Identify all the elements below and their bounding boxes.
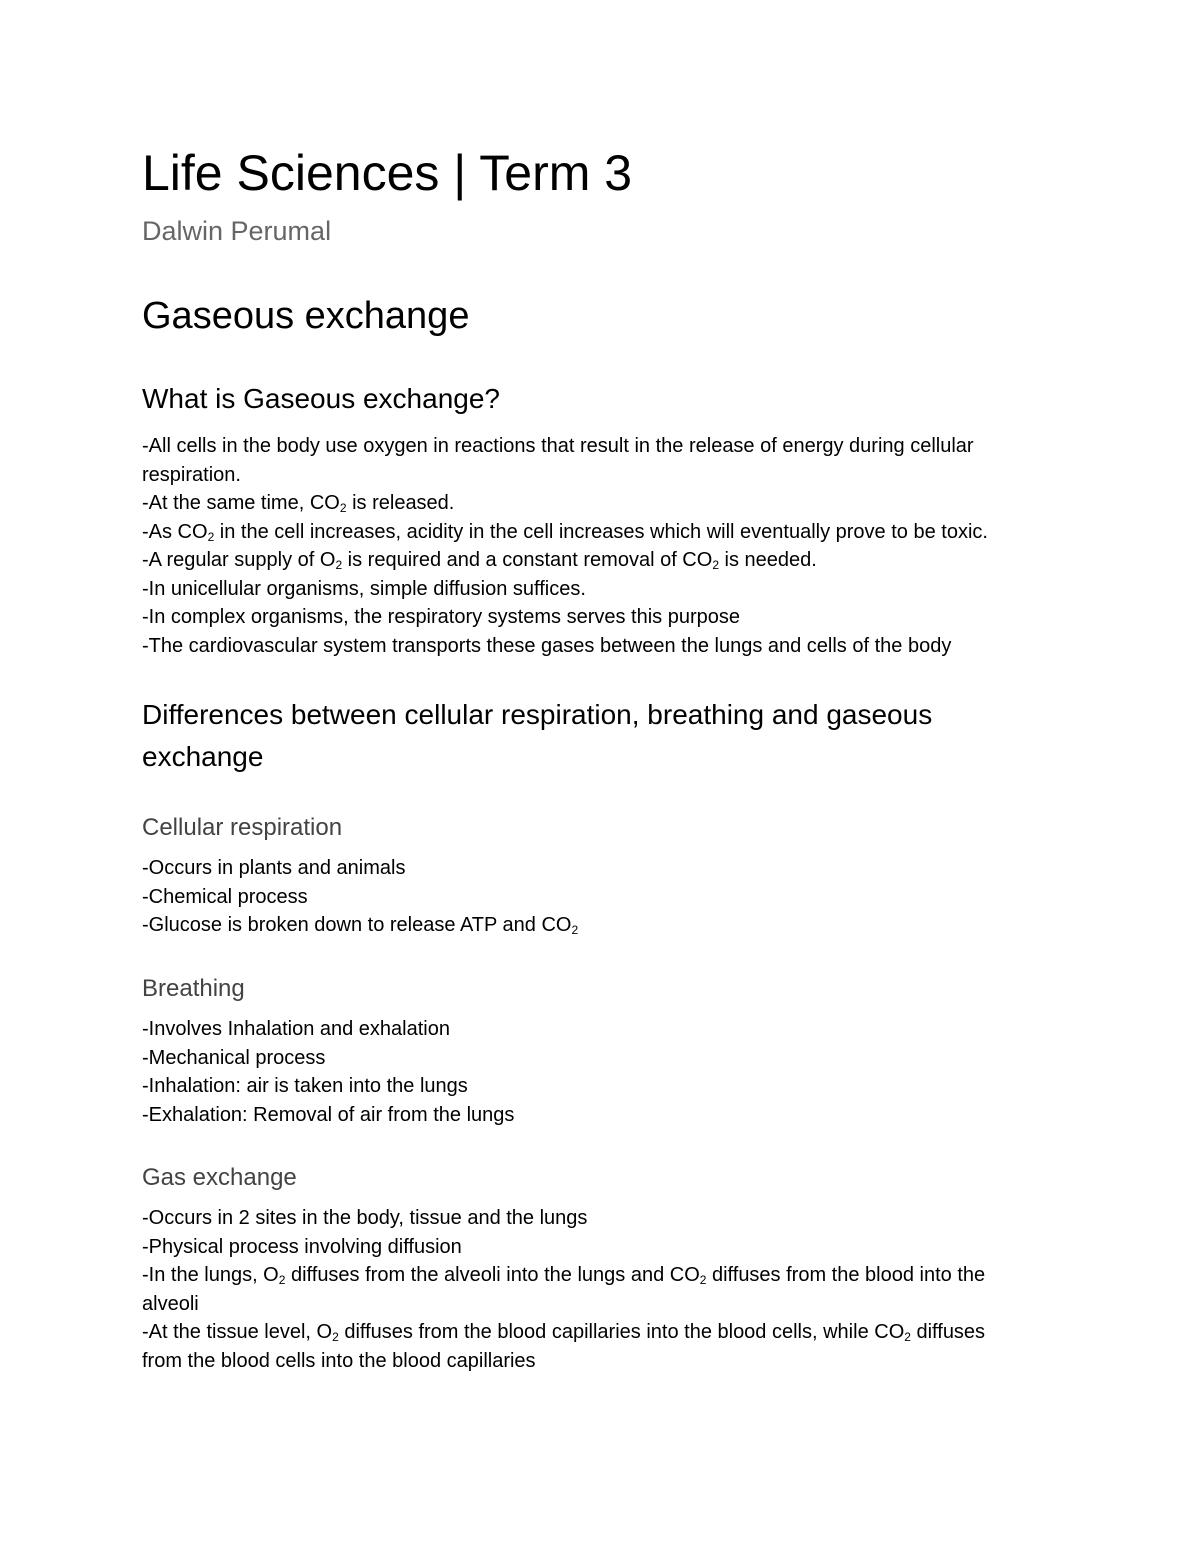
text-segment: in the cell increases, acidity in the cell increases which will eventually prove to be toxic. (214, 520, 988, 543)
cellular-respiration-list (142, 854, 1062, 940)
text-line (142, 546, 1062, 575)
subscript: 2 (278, 1273, 286, 1287)
subscript: 2 (335, 558, 343, 572)
text-line: -Exhalation: Removal of air from the lungs (142, 1103, 515, 1126)
text-line: -Inhalation: air is taken into the lungs (142, 1075, 468, 1097)
text-line: -The cardiovascular system transports these gases between the lungs and cells of the body (142, 634, 952, 657)
subscript: 2 (207, 529, 215, 544)
text-segment: is released. (346, 492, 455, 514)
text-segment: -At the same time, CO (142, 492, 340, 514)
subscript: 2 (699, 1273, 707, 1287)
text-line: -Chemical process (142, 885, 308, 908)
text-line: -Physical process involving diffusion (142, 1235, 462, 1258)
breathing-heading: Breathing (142, 975, 245, 1002)
text-segment: -In the lungs, O (142, 1264, 279, 1286)
text-segment: diffuses (910, 1321, 986, 1343)
subscript: 2 (571, 923, 579, 937)
text-segment: -As CO (142, 520, 208, 543)
document-title: Life Sciences | Term 3 (142, 145, 633, 201)
text-line: from the blood cells into the blood capillaries (142, 1349, 536, 1372)
text-segment: diffuses from the alveoli into the lungs and CO (285, 1264, 700, 1286)
text-line: alveoli (142, 1292, 199, 1315)
text-line: -Involves Inhalation and exhalation (142, 1018, 450, 1040)
text-line: -Occurs in plants and animals (142, 857, 406, 879)
text-segment: -At the tissue level, O (142, 1321, 333, 1343)
text-line: -All cells in the body use oxygen in reactions that result in the release of energy during cellular (142, 435, 974, 457)
text-line (142, 911, 1062, 940)
text-line: -In complex organisms, the respiratory systems serves this purpose (142, 606, 740, 628)
text-segment: is needed. (719, 549, 817, 571)
what-is-paragraph (142, 432, 1062, 660)
breathing-list (142, 1015, 1062, 1129)
gas-exchange-list (142, 1204, 1062, 1375)
text-line (142, 489, 1062, 518)
subscript: 2 (332, 1330, 339, 1344)
subscript: 2 (904, 1330, 911, 1344)
text-segment: -A regular supply of O (142, 549, 336, 571)
gas-exchange-heading: Gas exchange (142, 1164, 297, 1191)
text-line (142, 518, 1062, 547)
cellular-respiration-heading: Cellular respiration (142, 814, 343, 841)
author-name: Dalwin Perumal (142, 216, 332, 246)
text-segment: diffuses from the blood capillaries into the blood cells, while CO (338, 1321, 905, 1343)
what-is-heading: What is Gaseous exchange? (142, 383, 500, 414)
text-segment: -Glucose is broken down to release ATP and CO (142, 914, 572, 936)
text-line: -In unicellular organisms, simple diffusion suffices. (142, 577, 586, 600)
differences-heading: Differences between cellular respiration, breathing and gaseous exchange (142, 699, 933, 772)
section-heading: Gaseous exchange (142, 295, 470, 337)
text-line: -Occurs in 2 sites in the body, tissue and the lungs (142, 1207, 588, 1229)
subscript: 2 (339, 501, 347, 515)
text-segment: is required and a constant removal of CO (342, 549, 713, 571)
text-line: -Mechanical process (142, 1046, 326, 1069)
subscript: 2 (712, 558, 719, 572)
text-line: respiration. (142, 463, 241, 486)
text-segment: diffuses from the blood into the (706, 1264, 986, 1286)
text-line (142, 1318, 1062, 1347)
text-line (142, 1261, 1062, 1290)
